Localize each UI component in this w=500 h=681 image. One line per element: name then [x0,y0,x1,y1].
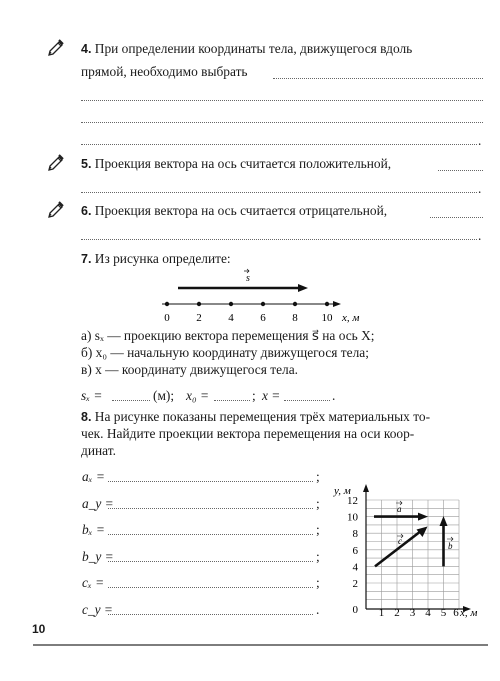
task8-number: 8. [81,410,92,424]
answer-label: aₓ = [82,469,105,484]
tick-dot [261,302,265,306]
answer-line[interactable] [284,400,330,401]
task7-item-b: б) x₀ — начальную координату движущегося тела; [81,345,369,360]
answer-line[interactable] [112,400,150,401]
tick-label: 4 [228,312,234,324]
displacement-vectors-graph [330,478,495,618]
answer-unit: (м); [153,388,175,403]
answer-line[interactable] [108,508,313,509]
y-axis-arrowhead [363,484,369,492]
answer-end: ; [316,549,320,564]
answer-label: a_y = [82,496,114,511]
tick-label: 0 [164,312,170,324]
y-tick-label: 6 [352,544,358,557]
tick-dot [293,302,297,306]
vector-b-arrowhead [440,516,448,526]
answer-end: ; [316,575,320,590]
task6-line [81,202,387,220]
answer-line[interactable] [81,122,483,123]
vector-c-label: c [398,536,402,546]
task8-line1 [81,408,430,426]
vector-s-arrowhead [298,284,308,292]
tick-label: 10 [321,312,333,324]
task8-text-line1: На рисунке показаны перемещения трёх материальных то- [94,409,431,424]
answer-line[interactable] [214,400,250,401]
answer-line[interactable] [108,587,313,588]
task8-text-line2: чек. Найдите проекции вектора перемещения на оси коор- [81,426,415,441]
task7-text: Из рисунка определите: [94,251,231,266]
end-period: . [478,181,482,196]
answer-line[interactable] [108,534,313,535]
tick-label: 8 [292,312,298,324]
answer-line[interactable] [430,217,483,218]
task7-line [81,250,231,268]
tick-dot [165,302,169,306]
task6-text: Проекция вектора на ось считается отрицательной, [94,203,388,218]
vector-b-label: b [448,541,453,551]
y-tick-label: 8 [352,528,358,541]
answer-line[interactable] [81,100,483,101]
tick-dot [325,302,329,306]
footer-rule [33,644,488,646]
page-number: 10 [32,622,46,636]
end-period: . [478,228,482,243]
answer-line[interactable] [81,144,477,145]
vector-a-arrowhead [418,513,428,521]
task7-item-a: а) sₓ — проекцию вектора перемещения s⃗ на ось X; [81,328,375,343]
answer-end: ; [316,522,320,537]
y-tick-label: 12 [347,495,358,507]
answer-line[interactable] [273,78,483,79]
answer-end: ; [316,496,320,511]
task4-text-line2: прямой, необходимо выбрать [81,64,248,79]
answer-line[interactable] [108,561,313,562]
x-tick-label: 3 [409,607,416,618]
task5-number: 5. [81,157,92,171]
origin-label: 0 [352,604,358,616]
answer-label: bₓ = [82,522,105,537]
y-axis-label: y, м [334,485,351,497]
answer-x0-label: x₀ = [186,388,209,403]
answer-label: b_y = [82,549,114,564]
answer-label: cₓ = [82,575,105,590]
axis-label: x, м [342,312,360,324]
vector-a-label: a [397,504,402,514]
answer-separator: ; [252,388,256,403]
pencil-icon [47,38,65,56]
tick-dot [197,302,201,306]
task7-number: 7. [81,252,92,266]
task4-line1 [81,40,412,58]
displacement-axis-figure [150,268,380,326]
answer-line[interactable] [108,614,313,615]
task8-text-line3: динат. [81,443,116,458]
pencil-icon [47,153,65,171]
tick-dot [229,302,233,306]
task4-text-line1: При определении координаты тела, движущегося вдоль [94,41,413,56]
y-tick-label: 4 [352,561,358,574]
answer-sx-label: sₓ = [81,388,103,403]
answer-line[interactable] [108,481,313,482]
y-tick-label: 2 [352,578,358,590]
answer-line[interactable] [438,170,483,171]
answer-line[interactable] [81,192,477,193]
x-tick-label: 4 [425,607,431,618]
answer-end: ; [316,469,320,484]
pencil-icon [47,200,65,218]
y-tick-label: 10 [347,511,358,524]
answer-line[interactable] [81,239,477,240]
task5-text: Проекция вектора на ось считается положительной, [94,156,392,171]
x-tick-label: 5 [440,607,447,618]
x-tick-label: 2 [394,607,400,618]
task6-number: 6. [81,204,92,218]
end-period: . [478,133,482,148]
answer-x-label: x = [262,388,281,403]
x-axis-label: x, м [460,607,478,618]
answer-end: . [316,602,320,617]
task4-number: 4. [81,42,92,56]
x-tick-label: 6 [453,607,459,618]
vector-s-label: s [246,273,250,284]
tick-label: 6 [260,312,266,324]
task7-item-c: в) x — координату движущегося тела. [81,362,299,377]
x-tick-label: 1 [378,607,385,618]
tick-label: 2 [196,312,202,324]
end-period: . [332,388,336,403]
x-axis-arrowhead [333,301,341,307]
task5-line [81,155,391,173]
answer-label: c_y = [82,602,113,617]
